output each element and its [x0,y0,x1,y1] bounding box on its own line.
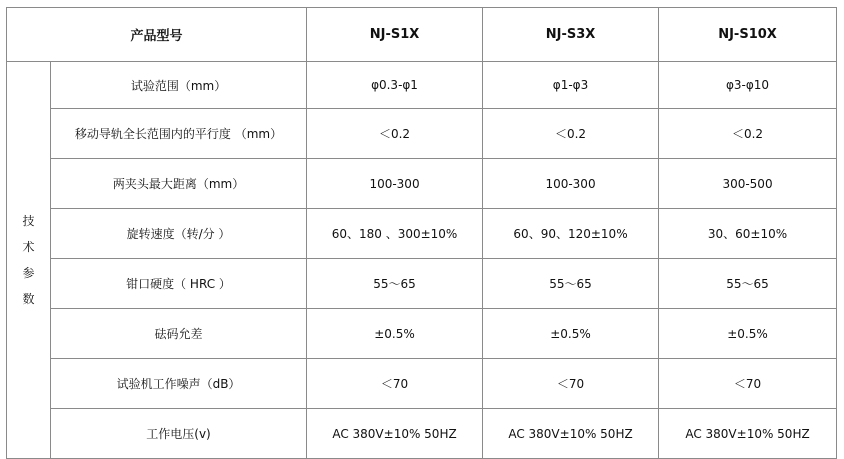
param-value: 100-300 [307,159,483,209]
group-label-char: 数 [22,292,35,306]
param-value: ＜70 [483,359,659,409]
param-value: AC 380V±10% 50HZ [483,409,659,459]
param-value: 55～65 [659,259,837,309]
param-name: 试验范围（mm） [51,62,307,109]
table-row [7,409,837,459]
param-value: ±0.5% [307,309,483,359]
group-label-char: 技 [22,214,35,228]
param-value: 55～65 [307,259,483,309]
param-name: 试验机工作噪声（dB） [51,359,307,409]
group-label-char: 术 [22,240,35,254]
param-name: 砝码允差 [51,309,307,359]
param-name: 旋转速度（转/分 ） [51,209,307,259]
group-label-char: 参 [22,266,35,280]
param-value: AC 380V±10% 50HZ [659,409,837,459]
param-value: 55～65 [483,259,659,309]
table-row [7,359,837,409]
param-value: ±0.5% [483,309,659,359]
param-value: ＜0.2 [483,109,659,159]
table-row [7,309,837,359]
param-value: ＜0.2 [659,109,837,159]
param-value: AC 380V±10% 50HZ [307,409,483,459]
table-row [7,109,837,159]
spec-table [6,7,837,459]
param-value: 60、90、120±10% [483,209,659,259]
header-row [7,8,837,62]
table-row [7,159,837,209]
model-header-1: NJ-S1X [307,8,483,62]
table-row [7,259,837,309]
param-value: ＜0.2 [307,109,483,159]
product-model-header: 产品型号 [7,8,307,62]
param-name: 移动导轨全长范围内的平行度 （mm） [51,109,307,159]
table-row [7,209,837,259]
param-value: 300-500 [659,159,837,209]
param-name: 钳口硬度（ HRC ） [51,259,307,309]
param-value: ±0.5% [659,309,837,359]
param-name: 两夹头最大距离（mm） [51,159,307,209]
table-row [7,62,837,109]
param-value: φ0.3-φ1 [307,62,483,109]
model-header-3: NJ-S10X [659,8,837,62]
technical-parameters-label [7,62,51,459]
param-name: 工作电压(v) [51,409,307,459]
param-value: 60、180 、300±10% [307,209,483,259]
param-value: 30、60±10% [659,209,837,259]
param-value: φ3-φ10 [659,62,837,109]
param-value: ＜70 [659,359,837,409]
param-value: ＜70 [307,359,483,409]
model-header-2: NJ-S3X [483,8,659,62]
param-value: 100-300 [483,159,659,209]
param-value: φ1-φ3 [483,62,659,109]
